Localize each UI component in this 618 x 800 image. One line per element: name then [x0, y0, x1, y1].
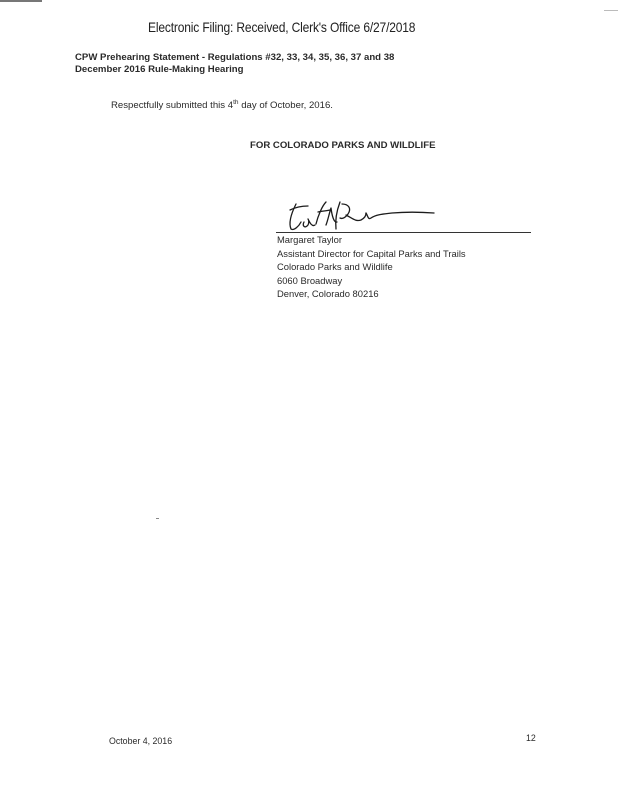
signer-organization: Colorado Parks and Wildlife [277, 261, 393, 273]
handwritten-signature [282, 198, 442, 232]
document-header [75, 52, 394, 76]
corner-mark [604, 10, 618, 11]
scan-speck [156, 518, 159, 519]
organization-heading: FOR COLORADO PARKS AND WILDLIFE [250, 140, 436, 151]
signer-name: Margaret Taylor [277, 234, 342, 245]
header-line-2: December 2016 Rule-Making Hearing [75, 64, 244, 75]
submission-suffix: day of October, 2016. [238, 100, 333, 111]
address-city-state-zip: Denver, Colorado 80216 [277, 288, 379, 300]
signature-block [277, 233, 466, 301]
address-street: 6060 Broadway [277, 274, 343, 286]
footer-date: October 4, 2016 [109, 736, 173, 746]
submission-ordinal: th [233, 99, 239, 106]
page-number: 12 [526, 733, 536, 743]
electronic-filing-stamp: Electronic Filing: Received, Clerk's Office 6/27/2018 [148, 19, 416, 35]
header-line-1: CPW Prehearing Statement - Regulations #32, 33, 34, 35, 36, 37 and 38 [75, 52, 395, 63]
submission-statement [111, 99, 333, 111]
top-edge-rule [0, 0, 42, 2]
submission-prefix: Respectfully submitted this 4 [111, 100, 234, 111]
signer-title: Assistant Director for Capital Parks and Trails [277, 247, 466, 259]
